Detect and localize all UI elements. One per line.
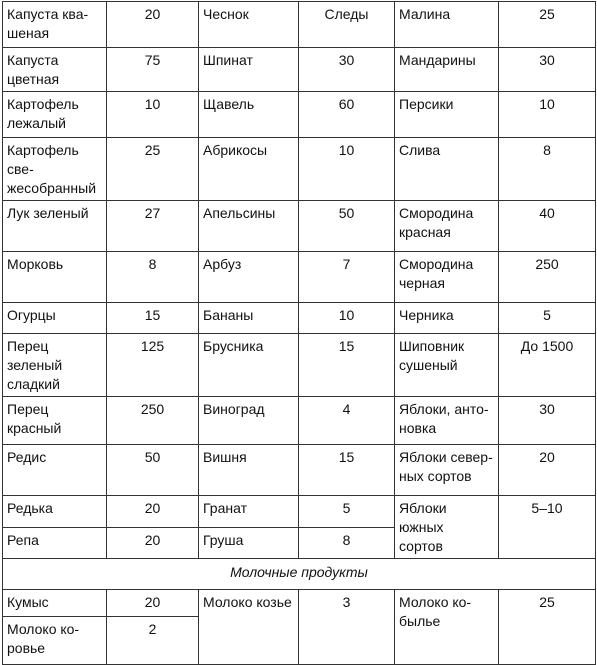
value-cell: 3: [299, 590, 395, 665]
value-cell: 60: [299, 92, 395, 138]
product-name-cell: Яблоки южных сортов: [395, 496, 499, 559]
value-cell: 8: [499, 138, 596, 201]
product-name-cell: Картофель све- жесобранный: [3, 138, 107, 201]
table-row: [3, 590, 596, 617]
product-name-cell: Черника: [395, 303, 499, 334]
value-cell: 8: [299, 527, 395, 559]
value-cell: 25: [499, 590, 596, 665]
table-row: [3, 92, 596, 138]
product-name-cell: Персики: [395, 92, 499, 138]
value-cell: 250: [107, 397, 199, 445]
value-cell: 25: [107, 138, 199, 201]
product-name-cell: Капуста ква- шеная: [3, 2, 107, 48]
value-cell: 250: [499, 252, 596, 303]
product-name-cell: Яблоки север- ных сортов: [395, 445, 499, 496]
product-name-cell: Картофель лежалый: [3, 92, 107, 138]
product-name-cell: Кумыс: [3, 590, 107, 617]
product-name-cell: Бананы: [199, 303, 299, 334]
value-cell: 15: [107, 303, 199, 334]
vitamin-c-table: [2, 1, 596, 665]
product-name-cell: Шпинат: [199, 48, 299, 92]
product-name-cell: Груша: [199, 527, 299, 559]
value-cell: 50: [107, 445, 199, 496]
value-cell: 20: [107, 527, 199, 559]
product-name-cell: Абрикосы: [199, 138, 299, 201]
product-name-cell: Репа: [3, 527, 107, 559]
product-name-cell: Виноград: [199, 397, 299, 445]
product-name-cell: Смородина красная: [395, 201, 499, 252]
value-cell: 10: [299, 138, 395, 201]
product-name-cell: Малина: [395, 2, 499, 48]
section-title: Молочные продукты: [3, 559, 596, 590]
value-cell: 2: [107, 617, 199, 665]
product-name-cell: Молоко ко- ровье: [3, 617, 107, 665]
product-name-cell: Морковь: [3, 252, 107, 303]
value-cell: 27: [107, 201, 199, 252]
value-cell: 4: [299, 397, 395, 445]
value-cell: 125: [107, 334, 199, 397]
product-name-cell: Слива: [395, 138, 499, 201]
product-name-cell: Капуста цветная: [3, 48, 107, 92]
table-row: [3, 303, 596, 334]
value-cell: 5: [299, 496, 395, 528]
value-cell: 8: [107, 252, 199, 303]
value-cell: 20: [107, 496, 199, 528]
table-row: [3, 252, 596, 303]
value-cell: 50: [299, 201, 395, 252]
product-name-cell: Молоко ко- былье: [395, 590, 499, 665]
product-name-cell: Огурцы: [3, 303, 107, 334]
value-cell: 40: [499, 201, 596, 252]
value-cell: 10: [107, 92, 199, 138]
product-name-cell: Чеснок: [199, 2, 299, 48]
value-cell: 15: [299, 334, 395, 397]
value-cell: 7: [299, 252, 395, 303]
product-name-cell: Перец красный: [3, 397, 107, 445]
table-row: [3, 445, 596, 496]
value-cell: 30: [499, 48, 596, 92]
product-name-cell: Яблоки, анто- новка: [395, 397, 499, 445]
product-name-cell: Лук зеленый: [3, 201, 107, 252]
value-cell: 5–10: [499, 496, 596, 559]
value-cell: 10: [299, 303, 395, 334]
section-header-row: [3, 559, 596, 590]
value-cell: 25: [499, 2, 596, 48]
product-name-cell: Перец зеленый сладкий: [3, 334, 107, 397]
product-name-cell: Редька: [3, 496, 107, 528]
product-name-cell: Молоко козье: [199, 590, 299, 665]
product-name-cell: Мандарины: [395, 48, 499, 92]
value-cell: 20: [499, 445, 596, 496]
table-row: [3, 496, 596, 528]
value-cell: До 1500: [499, 334, 596, 397]
value-cell: Следы: [299, 2, 395, 48]
table-row: [3, 2, 596, 48]
product-name-cell: Редис: [3, 445, 107, 496]
product-name-cell: Арбуз: [199, 252, 299, 303]
table-row: [3, 201, 596, 252]
value-cell: 20: [107, 2, 199, 48]
value-cell: 10: [499, 92, 596, 138]
value-cell: 75: [107, 48, 199, 92]
product-name-cell: Гранат: [199, 496, 299, 528]
product-name-cell: Шиповник сушеный: [395, 334, 499, 397]
product-name-cell: Вишня: [199, 445, 299, 496]
table-row: [3, 48, 596, 92]
table-row: [3, 397, 596, 445]
product-name-cell: Апельсины: [199, 201, 299, 252]
value-cell: 30: [499, 397, 596, 445]
table-row: [3, 138, 596, 201]
table-row: [3, 334, 596, 397]
value-cell: 20: [107, 590, 199, 617]
product-name-cell: Щавель: [199, 92, 299, 138]
product-name-cell: Смородина черная: [395, 252, 499, 303]
value-cell: 30: [299, 48, 395, 92]
product-name-cell: Брусника: [199, 334, 299, 397]
value-cell: 15: [299, 445, 395, 496]
value-cell: 5: [499, 303, 596, 334]
